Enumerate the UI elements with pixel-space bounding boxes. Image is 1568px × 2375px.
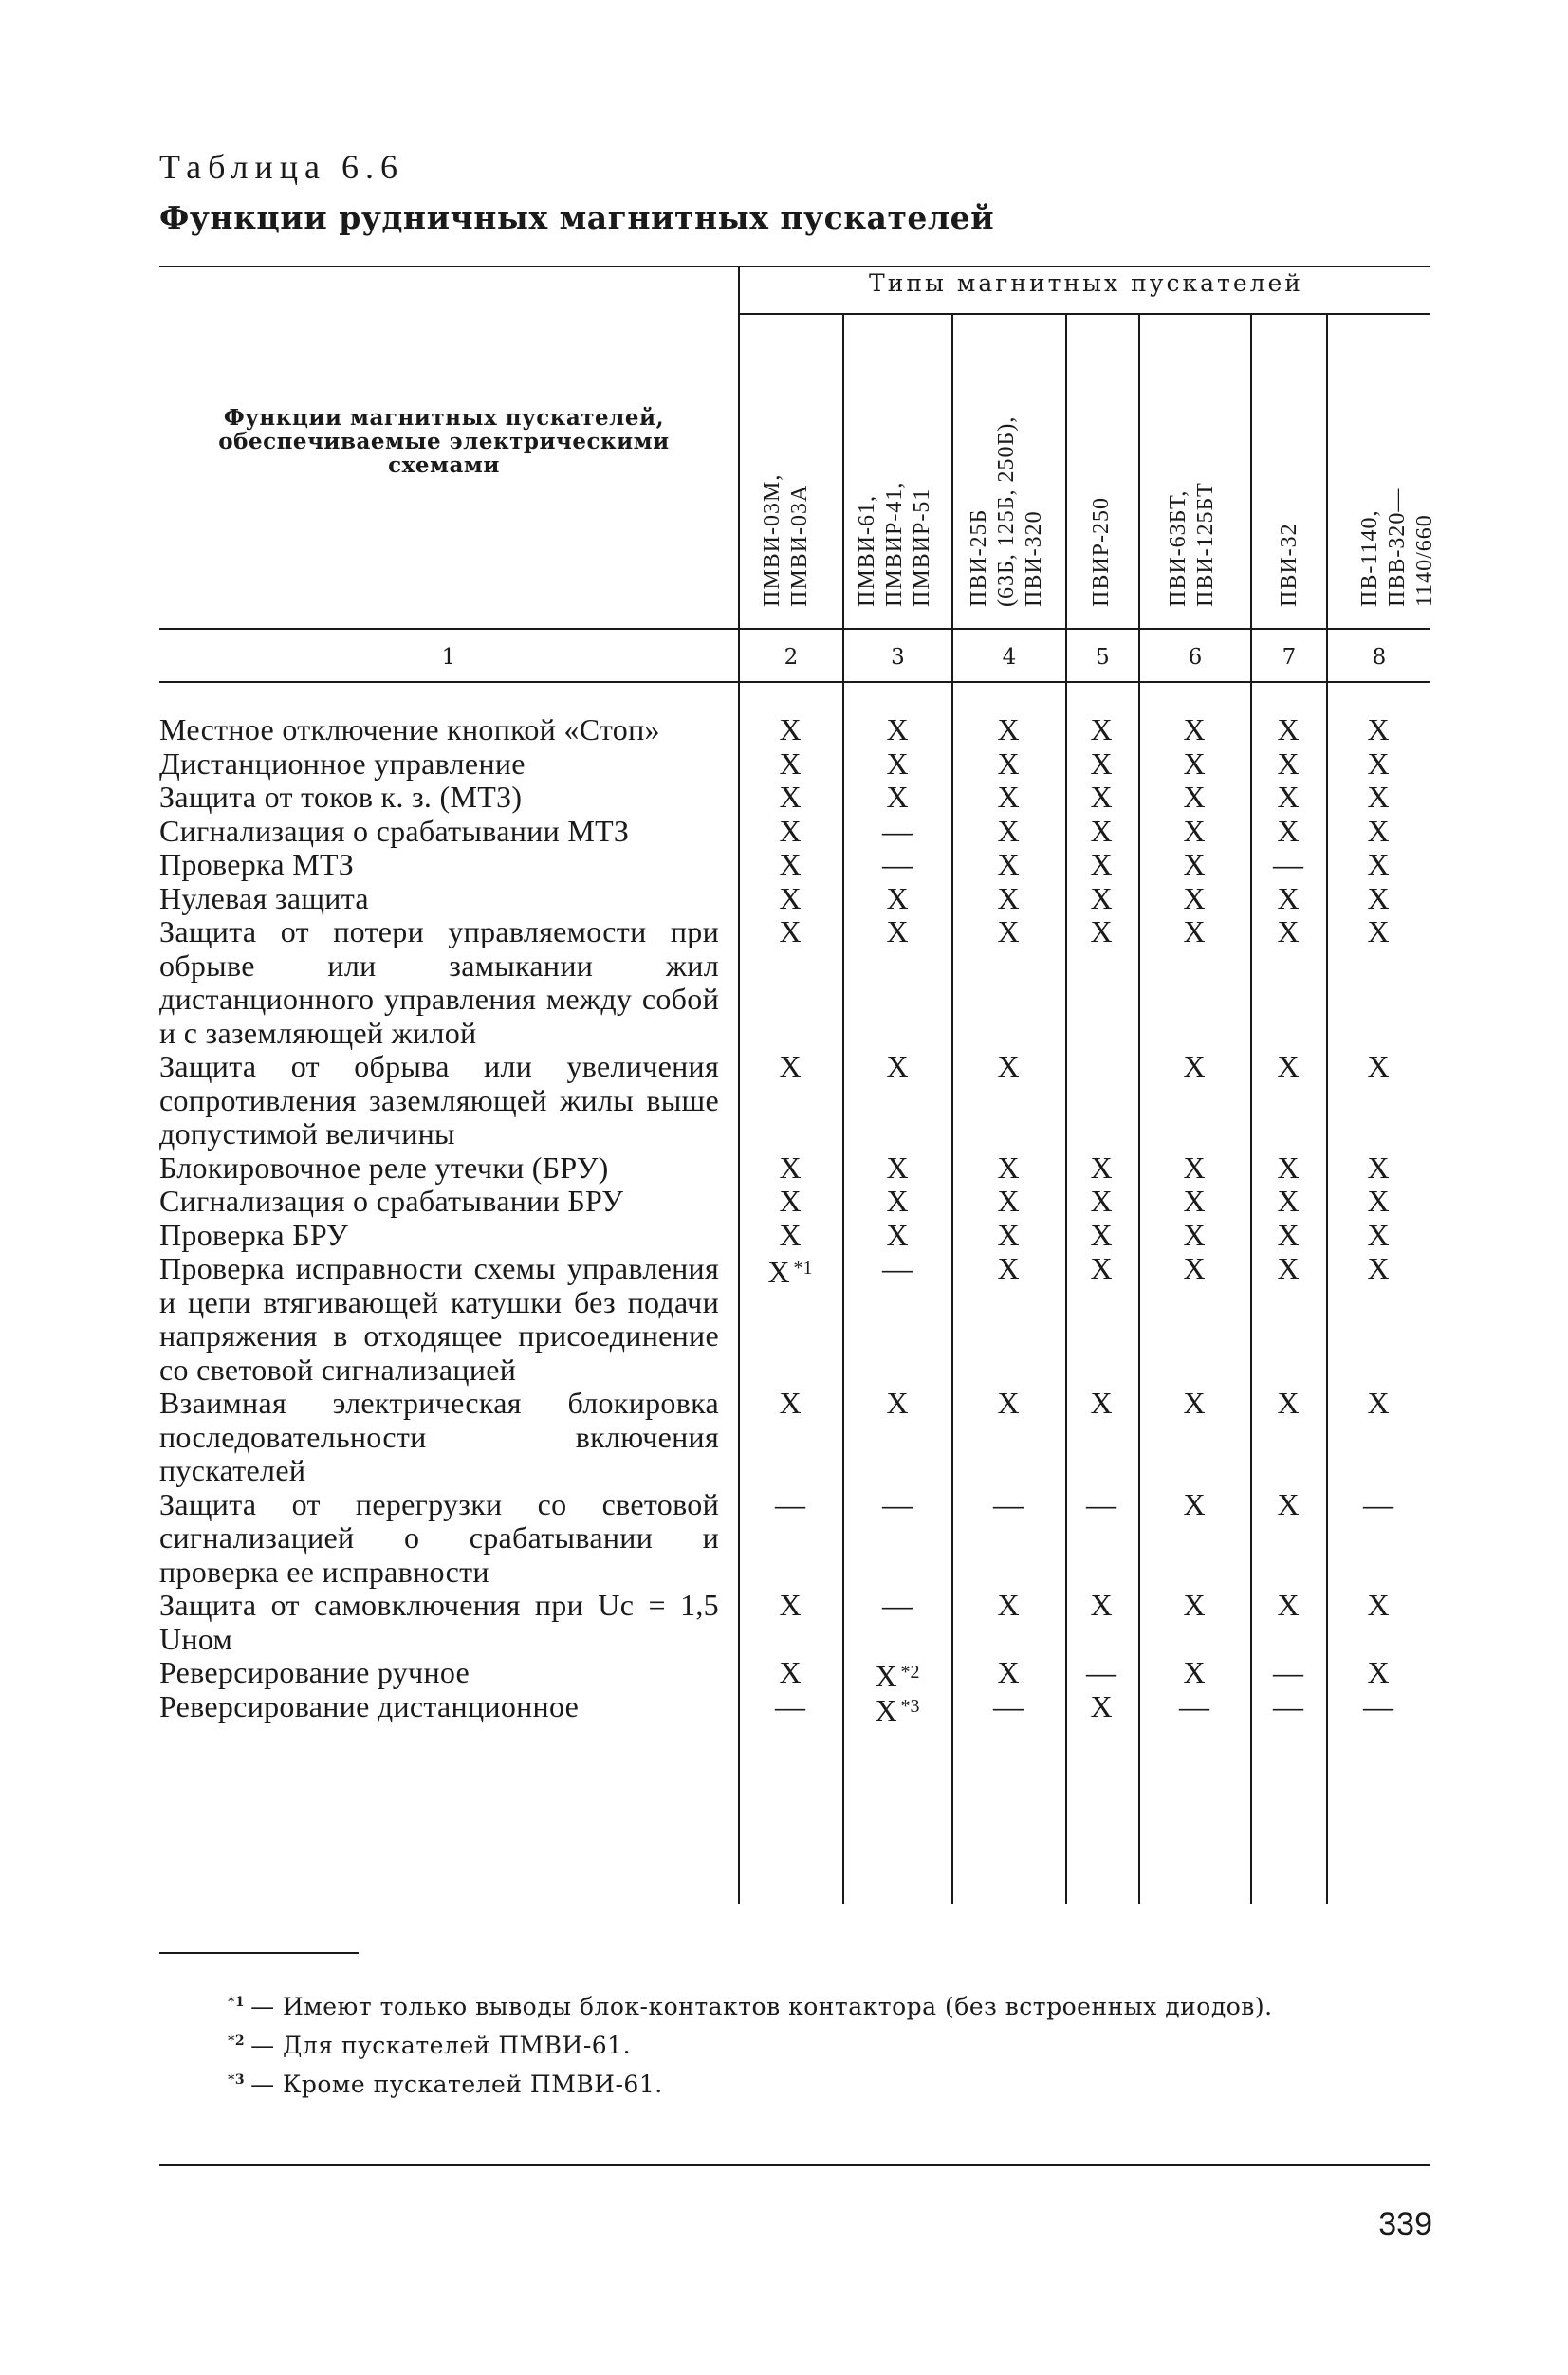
numbers-bottom-rule <box>159 681 1430 683</box>
table-cell: X <box>1090 780 1113 814</box>
table-cell: X <box>1183 1251 1206 1285</box>
footnote <box>228 1985 1273 2024</box>
column-number-7: 7 <box>1282 645 1297 670</box>
table-cell: X <box>779 880 802 915</box>
table-cell: X <box>997 780 1020 814</box>
table-cell: X <box>1277 813 1300 848</box>
table-cell: X <box>1367 914 1390 948</box>
table-cell: X <box>779 1150 802 1185</box>
table-cell: X <box>886 1184 909 1218</box>
table-cell: X $^{*2}$ <box>875 1659 920 1693</box>
row-label: Дистанционное управление <box>159 746 526 781</box>
table-cell: X <box>997 1251 1020 1285</box>
row-label: Защита от самовключения при Uс = 1,5 Uном <box>159 1588 719 1656</box>
table-row <box>159 1488 1430 1590</box>
footnote-mark: *3 <box>228 2072 246 2088</box>
table-cell: X <box>1277 1184 1300 1218</box>
table-row <box>159 1688 1430 1727</box>
type-header-text: ПВИ-25Б (63Б, 125Б, 250Б), ПВИ-320 <box>967 415 1046 607</box>
table-cell: X <box>1090 1184 1113 1218</box>
row-label: Проверка исправности схемы управления и цепи втягивающей катушки без подачи напряжения в отходящее присоединение со световой сигнализацией <box>159 1251 719 1387</box>
table-cell: X <box>1367 1184 1390 1218</box>
table-cell: X <box>1090 712 1113 746</box>
table-top-rule <box>159 266 1430 267</box>
table-cell: X <box>1367 813 1390 848</box>
table-cell: X <box>997 1386 1020 1420</box>
table-cell: X <box>997 1150 1020 1185</box>
table-cell: X <box>779 914 802 948</box>
table-cell: X <box>1367 1588 1390 1622</box>
table-cell: X <box>997 880 1020 915</box>
table-cell: X <box>1367 1217 1390 1252</box>
table-cell: X <box>997 1217 1020 1252</box>
column-number-4: 4 <box>1002 645 1017 670</box>
row-label: Защита от перегрузки со световой сигнализацией о срабатывании и проверка ее исправности <box>159 1486 719 1589</box>
type-header-5 <box>1088 497 1116 607</box>
table-cell: X <box>1090 914 1113 948</box>
table-cell: X <box>886 1386 909 1420</box>
table-row <box>159 781 1430 815</box>
table-row <box>159 915 1430 1050</box>
table-cell: — <box>993 1486 1024 1521</box>
table-cell: X <box>886 1217 909 1252</box>
table-cell: X <box>779 1184 802 1218</box>
table-cell: — <box>1273 847 1303 881</box>
table-cell: X <box>1367 712 1390 746</box>
table-cell: X <box>997 1588 1020 1622</box>
table-cell: X <box>886 746 909 781</box>
table-cell: X <box>779 712 802 746</box>
table-cell: X <box>1090 847 1113 881</box>
table-cell: X <box>1277 780 1300 814</box>
table-cell: — <box>1086 1486 1116 1521</box>
table-cell: X <box>886 712 909 746</box>
table-cell: X <box>1183 1588 1206 1622</box>
type-header-4 <box>966 416 1048 607</box>
table-cell: X <box>1090 813 1113 848</box>
page-number: 339 <box>1378 2206 1432 2242</box>
table-cell: X <box>997 1655 1020 1689</box>
row-label: Проверка БРУ <box>159 1217 349 1252</box>
type-header-text: ПВИ-32 <box>1277 523 1301 607</box>
table-cell: X <box>997 847 1020 881</box>
table-cell: X <box>1090 1251 1113 1285</box>
type-header-text: ПМВИ-61, ПМВИР-41, ПМВИР-51 <box>855 481 934 607</box>
table-cell: X <box>1090 1588 1113 1622</box>
table-cell: X <box>1367 880 1390 915</box>
page-bottom-rule <box>159 2164 1430 2166</box>
column-number-6: 6 <box>1188 645 1203 670</box>
table-cell: X <box>779 1655 802 1689</box>
table-cell: X <box>1277 712 1300 746</box>
table-row <box>159 747 1430 782</box>
table-cell: X <box>886 1049 909 1083</box>
type-header-2 <box>759 474 814 607</box>
table-cell: X <box>1277 914 1300 948</box>
table-cell: X <box>1367 847 1390 881</box>
table-cell: X <box>1367 1150 1390 1185</box>
row-label: Защита от токов к. з. (МТЗ) <box>159 780 523 814</box>
table-cell: X <box>1277 880 1300 915</box>
table-row <box>159 1219 1430 1253</box>
table-cell: X <box>779 780 802 814</box>
table-cell: X <box>1277 1588 1300 1622</box>
table-cell: — <box>1273 1655 1303 1689</box>
group-header: Типы магнитных пускателей <box>869 269 1303 297</box>
table-cell: X <box>1090 1386 1113 1420</box>
type-header-6 <box>1165 482 1220 607</box>
table-row <box>159 815 1430 849</box>
type-header-8 <box>1356 396 1439 607</box>
footnote <box>228 2024 1273 2063</box>
table-cell: X <box>1277 1486 1300 1521</box>
footnote <box>228 2063 1273 2102</box>
table-cell: X <box>1183 1184 1206 1218</box>
table-cell: X <box>1183 1386 1206 1420</box>
table-cell: — <box>882 1588 913 1622</box>
column-number-5: 5 <box>1096 645 1110 670</box>
table-cell: X <box>1183 1049 1206 1083</box>
table-cell: — <box>882 1486 913 1521</box>
row-label: Взаимная электрическая блокировка последовательности включения пускателей <box>159 1386 719 1487</box>
row-label: Местное отключение кнопкой «Стоп» <box>159 712 660 746</box>
type-header-text: ПВИ-63БТ, ПВИ-125БТ <box>1166 482 1218 607</box>
table-row <box>159 1387 1430 1488</box>
table-cell: X <box>1277 1251 1300 1285</box>
table-cell: X <box>1367 746 1390 781</box>
row-label: Реверсирование дистанционное <box>159 1688 580 1723</box>
table-row <box>159 1589 1430 1656</box>
table-row <box>159 1655 1430 1693</box>
table-cell: X <box>779 746 802 781</box>
table-cell: X <box>1090 746 1113 781</box>
table-cell: — <box>1273 1688 1303 1723</box>
column-number-8: 8 <box>1372 645 1387 670</box>
table-cell: X <box>1090 1150 1113 1185</box>
footnote-mark: *1 <box>228 1995 246 2010</box>
table-cell: X <box>1367 1655 1390 1689</box>
table-cell: X <box>1183 847 1206 881</box>
type-header-text: ПМВИ-03М, ПМВИ-03А <box>760 473 812 607</box>
table-cell: X <box>997 746 1020 781</box>
column-number-2: 2 <box>784 645 799 670</box>
table-cell: X <box>779 847 802 881</box>
table-cell: — <box>882 1251 913 1285</box>
table-row <box>159 1252 1430 1387</box>
table-cell: X $^{*1}$ <box>767 1255 813 1289</box>
table-cell: X <box>779 1386 802 1420</box>
type-header-7 <box>1276 523 1303 607</box>
row-label: Проверка МТЗ <box>159 847 355 881</box>
table-cell: X <box>1183 914 1206 948</box>
table-cell: X <box>1183 880 1206 915</box>
table-label: Таблица 6.6 <box>159 148 404 186</box>
table-cell: X <box>1183 1150 1206 1185</box>
table-cell: X <box>1277 1049 1300 1083</box>
table-row <box>159 1151 1430 1186</box>
table-cell: X <box>1183 1655 1206 1689</box>
table-cell: X <box>886 880 909 915</box>
table-cell: X <box>997 1184 1020 1218</box>
footnote-text: — Кроме пускателей ПМВИ-61. <box>250 2071 663 2098</box>
column-number-3: 3 <box>891 645 905 670</box>
row-label: Реверсирование ручное <box>159 1655 470 1689</box>
row-label: Нулевая защита <box>159 880 369 915</box>
row-label: Защита от обрыва или увеличения сопротивления заземляющей жилы выше допустимой величины <box>159 1049 719 1151</box>
table-cell: — <box>1086 1655 1116 1689</box>
table-cell: X <box>886 914 909 948</box>
table-row <box>159 713 1430 747</box>
table-cell: — <box>775 1688 805 1723</box>
table-row <box>159 848 1430 882</box>
table-cell: X <box>779 813 802 848</box>
table-title: Функции рудничных магнитных пускателей <box>159 199 995 236</box>
table-cell: X <box>1090 1217 1113 1252</box>
footnote-mark: *2 <box>228 2034 246 2049</box>
table-cell: X <box>1277 746 1300 781</box>
table-cell: — <box>775 1486 805 1521</box>
column-number-1: 1 <box>441 645 456 670</box>
table-cell: — <box>882 847 913 881</box>
row-label: Блокировочное реле утечки (БРУ) <box>159 1150 609 1185</box>
table-cell: — <box>1363 1486 1393 1521</box>
table-cell: X <box>1277 1217 1300 1252</box>
table-row <box>159 1050 1430 1151</box>
table-cell: X <box>997 813 1020 848</box>
table-cell: X <box>1367 1251 1390 1285</box>
table-cell: X <box>1367 1386 1390 1420</box>
table-cell: X <box>1367 1049 1390 1083</box>
table-cell: — <box>882 813 913 848</box>
table-cell: — <box>993 1688 1024 1723</box>
footnote-text: — Имеют только выводы блок-контактов контактора (без встроенных диодов). <box>250 1993 1273 2020</box>
row-label: Защита от потери управляемости при обрыве или замыкании жил дистанционного управления между собой и с заземляющей жилой <box>159 914 719 1050</box>
table-body <box>159 712 1430 1727</box>
table-cell: — <box>1179 1688 1209 1723</box>
table-row <box>159 882 1430 916</box>
table-cell: X <box>1183 746 1206 781</box>
type-header-text: ПВИР-250 <box>1089 496 1114 607</box>
function-column-header: Функции магнитных пускателей, обеспечиваемые электрическими схемами <box>218 405 670 478</box>
table-cell: X <box>1090 880 1113 915</box>
table-cell: X <box>1183 712 1206 746</box>
table-cell: X <box>1183 1486 1206 1521</box>
table-cell: X <box>886 780 909 814</box>
table-cell: X <box>1367 780 1390 814</box>
table-row <box>159 1185 1430 1219</box>
table-cell: X <box>1183 813 1206 848</box>
footnotes <box>228 1985 1273 2102</box>
row-label: Сигнализация о срабатывании БРУ <box>159 1184 624 1218</box>
table-cell: X <box>997 914 1020 948</box>
table-cell: X <box>1090 1688 1113 1723</box>
table-cell: X <box>779 1588 802 1622</box>
table-cell: X <box>997 712 1020 746</box>
table-cell: — <box>1363 1688 1393 1723</box>
table-cell: X <box>779 1217 802 1252</box>
table-cell: X <box>997 1049 1020 1083</box>
table-cell: X <box>1277 1150 1300 1185</box>
table-cell: X <box>1277 1386 1300 1420</box>
table-cell: X <box>886 1150 909 1185</box>
row-label: Сигнализация о срабатывании МТЗ <box>159 813 630 848</box>
footnote-rule <box>159 1952 359 1954</box>
table-cell: X <box>779 1049 802 1083</box>
header-bottom-rule <box>159 628 1430 630</box>
table-cell: X <box>1183 780 1206 814</box>
table-cell: X $^{*3}$ <box>875 1692 920 1727</box>
table-cell: X <box>1183 1217 1206 1252</box>
type-header-3 <box>854 482 936 607</box>
type-header-text: ПВ-1140, ПВВ-320—1140/660 <box>1357 488 1437 607</box>
footnote-text: — Для пускателей ПМВИ-61. <box>250 2032 632 2059</box>
